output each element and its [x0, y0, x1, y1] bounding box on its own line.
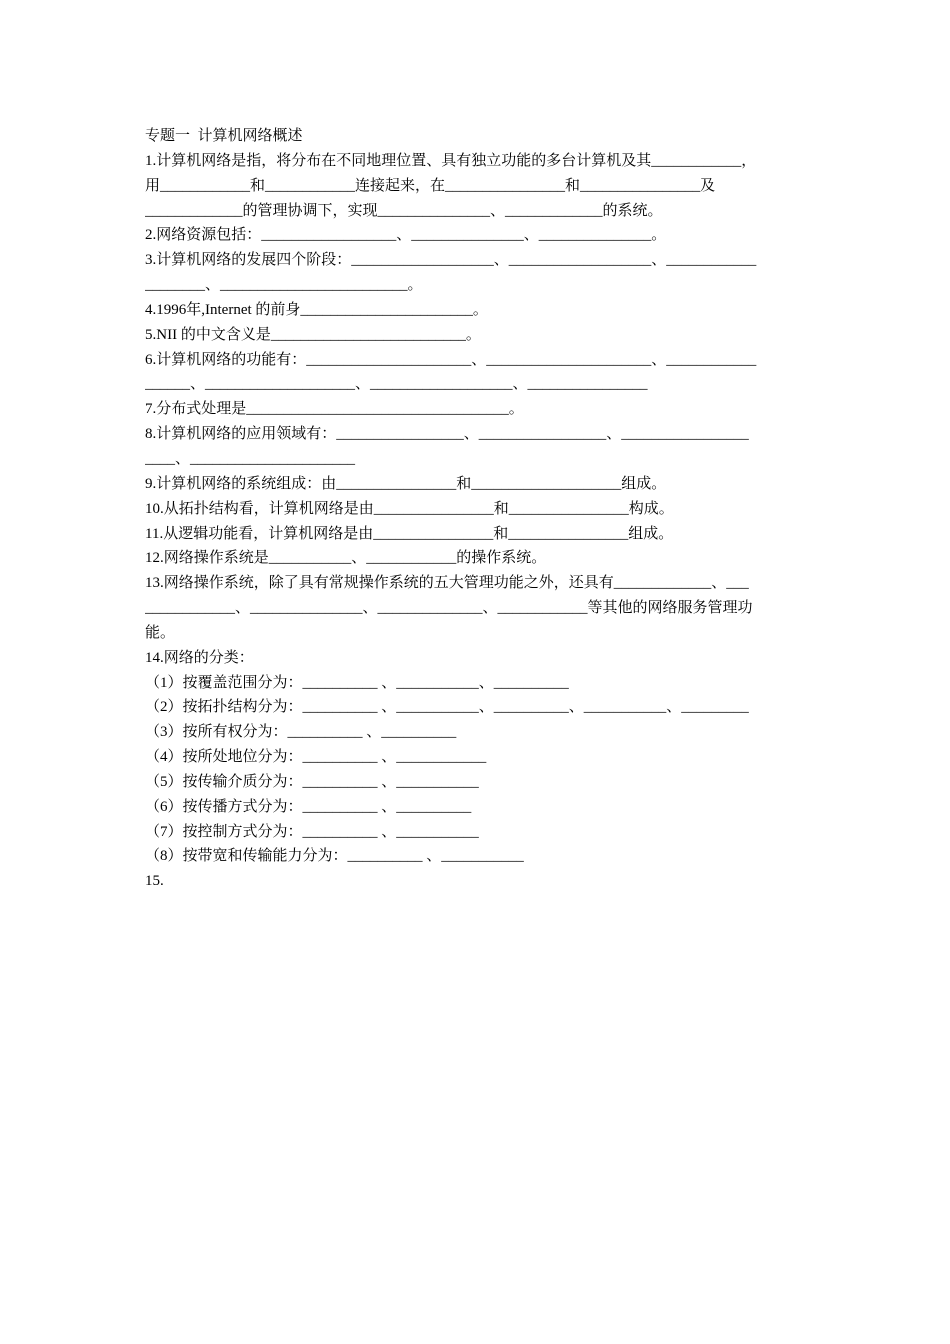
question-13-line-1: 13.网络操作系统，除了具有常规操作系统的五大管理功能之外，还具有_____________、___	[145, 575, 749, 592]
question-14-item-6: （6）按传播方式分为：__________ 、__________	[145, 798, 472, 815]
question-13-line-3: 能。	[145, 624, 176, 641]
question-1-line-3: _____________的管理协调下，实现_______________、_____________的系统。	[145, 202, 663, 219]
question-15: 15.	[145, 873, 164, 890]
question-1-line-2: 用____________和____________连接起来，在________________和________________及	[145, 177, 716, 194]
question-14-item-4: （4）按所处地位分为：__________ 、____________	[145, 749, 487, 766]
question-6-line-1: 6.计算机网络的功能有：______________________、______________________、____________	[145, 351, 757, 368]
question-5: 5.NII 的中文含义是__________________________。	[145, 326, 481, 343]
question-9: 9.计算机网络的系统组成：由________________和____________________组成。	[145, 475, 667, 492]
question-14-item-8: （8）按带宽和传输能力分为：__________ 、___________	[145, 848, 524, 865]
question-14-item-5: （5）按传输介质分为：__________ 、___________	[145, 773, 479, 790]
question-12: 12.网络操作系统是___________、____________的操作系统。	[145, 550, 547, 567]
question-14-item-3: （3）按所有权分为：__________ 、__________	[145, 724, 457, 741]
question-14: 14.网络的分类：	[145, 649, 254, 666]
section-title: 专题一 计算机网络概述	[145, 128, 303, 144]
question-13-line-2: ____________、_______________、______________、____________等其他的网络服务管理功	[145, 600, 753, 617]
document-body	[145, 124, 809, 894]
question-3-line-1: 3.计算机网络的发展四个阶段：___________________、___________________、____________	[145, 252, 757, 269]
question-1-line-1: 1.计算机网络是指，将分布在不同地理位置、具有独立功能的多台计算机及其____________，	[145, 152, 757, 169]
question-2: 2.网络资源包括：__________________、_______________、_______________。	[145, 227, 667, 244]
question-7: 7.分布式处理是___________________________________。	[145, 401, 524, 418]
question-8-line-2: ____、______________________	[145, 450, 356, 467]
question-4: 4.1996年,Internet 的前身_______________________。	[145, 301, 488, 318]
question-8-line-1: 8.计算机网络的应用领域有：_________________、_________________、_________________	[145, 426, 749, 443]
question-14-item-7: （7）按控制方式分为：__________ 、___________	[145, 823, 479, 840]
question-10: 10.从拓扑结构看，计算机网络是由________________和________________构成。	[145, 500, 674, 517]
question-11: 11.从逻辑功能看，计算机网络是由________________和________________组成。	[145, 525, 674, 542]
question-3-line-2: ________、_________________________。	[145, 277, 423, 294]
question-14-item-2: （2）按拓扑结构分为：__________ 、___________、__________、___________、_________	[145, 699, 749, 716]
question-14-item-1: （1）按覆盖范围分为：__________ 、___________、__________	[145, 674, 569, 691]
question-6-line-2: ______、____________________、___________________、________________	[145, 376, 648, 393]
